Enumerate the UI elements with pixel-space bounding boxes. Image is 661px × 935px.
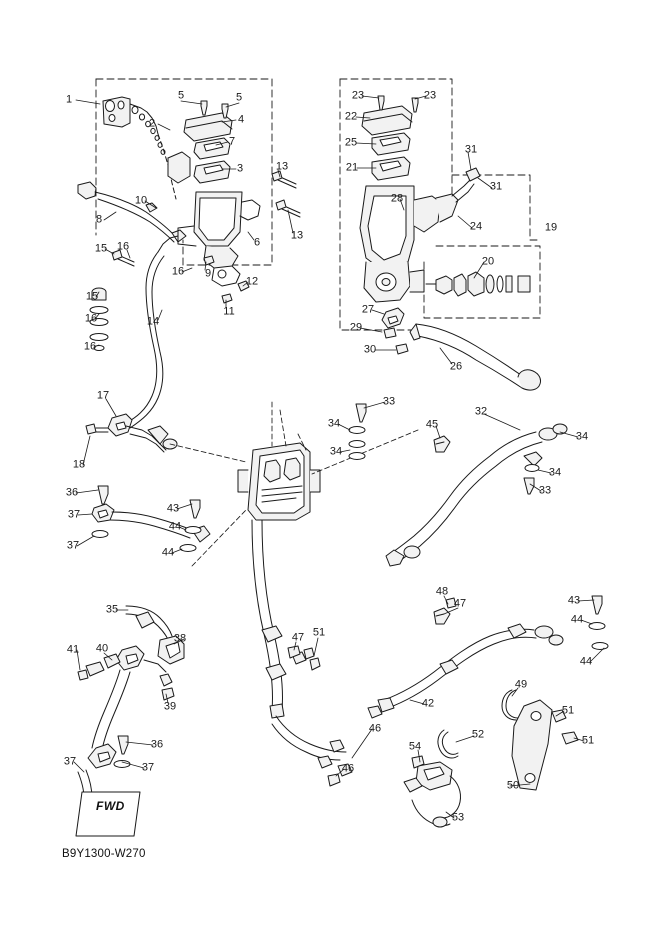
callout-number: 29 [349, 321, 363, 334]
callout-number: 8 [95, 213, 103, 226]
callout-number: 5 [177, 89, 185, 102]
callout-number: 40 [95, 642, 109, 655]
callout-number: 43 [166, 502, 180, 515]
callout-number: 37 [141, 761, 155, 774]
callout-number: 16 [116, 240, 130, 253]
callout-number: 37 [63, 755, 77, 768]
callout-number: 37 [66, 539, 80, 552]
callout-number: 51 [312, 626, 326, 639]
callout-number: 48 [435, 585, 449, 598]
callout-number: 31 [464, 143, 478, 156]
callout-number: 18 [72, 458, 86, 471]
callout-number: 16 [83, 340, 97, 353]
diagram-part-code: B9Y1300-W270 [62, 848, 146, 860]
callout-number: 23 [351, 89, 365, 102]
callout-number: 11 [223, 305, 235, 318]
callout-number: 16 [171, 265, 185, 278]
callout-number: 34 [327, 417, 341, 430]
callout-number: 12 [245, 275, 259, 288]
callout-number: 47 [453, 597, 467, 610]
callout-number: 2 [148, 117, 156, 130]
callout-number: 1 [65, 93, 73, 106]
callout-number: 51 [581, 734, 595, 747]
callout-number: 13 [290, 229, 304, 242]
callout-number: 34 [548, 466, 562, 479]
callout-number: 16 [84, 312, 98, 325]
callout-number: 44 [168, 520, 182, 533]
callout-number: 15 [85, 290, 99, 303]
callout-number: 36 [150, 738, 164, 751]
callout-number: 20 [481, 255, 495, 268]
callout-number: 34 [575, 430, 589, 443]
callout-number: 30 [363, 343, 377, 356]
callout-number: 52 [471, 728, 485, 741]
callout-number: 4 [237, 113, 245, 126]
callout-number: 28 [390, 192, 404, 205]
callout-number: 32 [474, 405, 488, 418]
callout-number: 25 [344, 136, 358, 149]
callout-number: 51 [561, 704, 575, 717]
callout-number: 7 [228, 135, 236, 148]
callout-number: 9 [204, 267, 212, 280]
callout-number: 44 [570, 613, 584, 626]
callout-number: 53 [451, 811, 465, 824]
callout-number: 38 [173, 632, 187, 645]
callout-number: 26 [449, 360, 463, 373]
callout-number: 31 [489, 180, 503, 193]
callout-number: 44 [161, 546, 175, 559]
fwd-direction-label: FWD [96, 799, 125, 813]
callout-number: 45 [425, 418, 439, 431]
callout-number: 33 [382, 395, 396, 408]
callout-number: 54 [408, 740, 422, 753]
callout-number: 43 [567, 594, 581, 607]
callout-number: 27 [361, 303, 375, 316]
callout-number: 14 [146, 315, 160, 328]
callout-number: 13 [275, 160, 289, 173]
callout-number: 42 [421, 697, 435, 710]
callout-number: 37 [67, 508, 81, 521]
callout-number: 41 [66, 643, 80, 656]
callout-number: 19 [544, 221, 558, 234]
callout-number: 21 [345, 161, 359, 174]
callout-number: 46 [341, 762, 355, 775]
callout-number: 3 [236, 162, 244, 175]
callout-number: 6 [253, 236, 261, 249]
callout-number: 23 [423, 89, 437, 102]
callout-number: 44 [579, 655, 593, 668]
callout-number: 17 [96, 389, 110, 402]
callout-number: 50 [506, 779, 520, 792]
callout-number: 47 [291, 631, 305, 644]
callout-number: 34 [329, 445, 343, 458]
callout-number: 35 [105, 603, 119, 616]
callout-number: 49 [514, 678, 528, 691]
callout-number: 15 [94, 242, 108, 255]
callout-number: 22 [344, 110, 358, 123]
callout-number: 5 [235, 91, 243, 104]
callout-number: 24 [469, 220, 483, 233]
callout-number: 36 [65, 486, 79, 499]
callout-number: 33 [538, 484, 552, 497]
callout-number: 46 [368, 722, 382, 735]
callout-number: 10 [134, 194, 148, 207]
callout-number: 39 [163, 700, 177, 713]
